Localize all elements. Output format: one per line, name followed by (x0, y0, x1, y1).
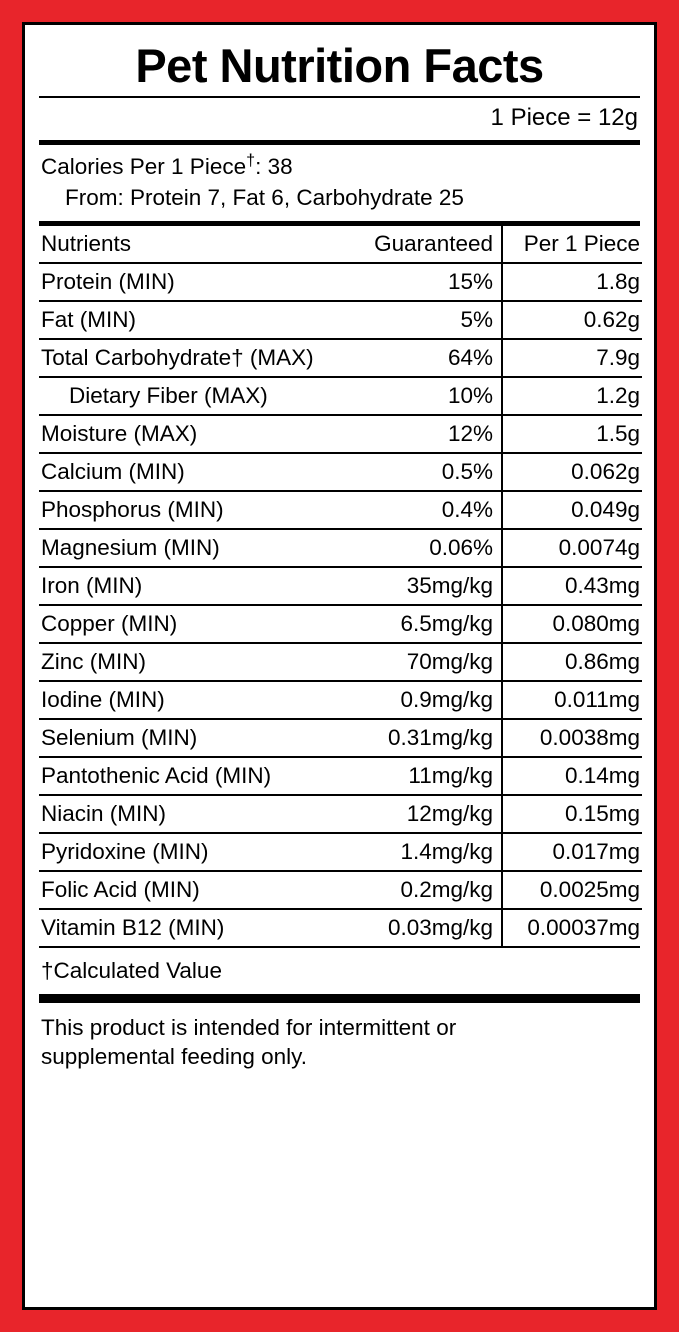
calories-label: Calories Per 1 Piece (41, 154, 247, 180)
table-row (39, 719, 642, 757)
nutrient-per-piece: 0.062g (502, 453, 642, 491)
nutrient-per-piece: 0.62g (502, 301, 642, 339)
nutrient-name: Folic Acid (MIN) (39, 871, 344, 909)
table-row (39, 833, 642, 871)
nutrient-name: Total Carbohydrate† (MAX) (39, 339, 344, 377)
nutrient-guaranteed: 70mg/kg (344, 643, 502, 681)
feeding-statement (39, 1003, 640, 1076)
nutrient-name: Iodine (MIN) (39, 681, 344, 719)
nutrient-name: Pantothenic Acid (MIN) (39, 757, 344, 795)
nutrient-guaranteed: 15% (344, 263, 502, 301)
nutrient-guaranteed: 10% (344, 377, 502, 415)
nutrient-name: Protein (MIN) (39, 263, 344, 301)
nutrient-per-piece: 0.080mg (502, 605, 642, 643)
table-row (39, 491, 642, 529)
nutrients-table (39, 226, 642, 946)
page-title: Pet Nutrition Facts (135, 39, 544, 92)
table-row (39, 605, 642, 643)
nutrient-guaranteed: 12mg/kg (344, 795, 502, 833)
table-row (39, 453, 642, 491)
column-header-guaranteed: Guaranteed (344, 226, 502, 263)
column-header-per-piece: Per 1 Piece (502, 226, 642, 263)
calculated-value-footnote: †Calculated Value (41, 958, 222, 984)
divider-above-closing (39, 994, 640, 1003)
nutrient-name: Moisture (MAX) (39, 415, 344, 453)
dagger-marker: † (246, 151, 256, 170)
table-row (39, 263, 642, 301)
nutrient-per-piece: 0.0025mg (502, 871, 642, 909)
nutrient-guaranteed: 64% (344, 339, 502, 377)
nutrient-guaranteed: 6.5mg/kg (344, 605, 502, 643)
nutrient-guaranteed: 0.06% (344, 529, 502, 567)
nutrient-name: Selenium (MIN) (39, 719, 344, 757)
feeding-statement-line-1: This product is intended for intermittent or (41, 1015, 457, 1041)
nutrient-guaranteed: 0.4% (344, 491, 502, 529)
calories-from: From: Protein 7, Fat 6, Carbohydrate 25 (65, 184, 464, 210)
calories-value: : 38 (255, 154, 293, 180)
table-row (39, 795, 642, 833)
nutrient-per-piece: 7.9g (502, 339, 642, 377)
bottom-spacer (39, 1076, 640, 1297)
nutrient-per-piece: 1.5g (502, 415, 642, 453)
nutrient-name: Dietary Fiber (MAX) (39, 377, 344, 415)
nutrient-per-piece: 0.43mg (502, 567, 642, 605)
table-header-row (39, 226, 642, 263)
nutrient-name: Pyridoxine (MIN) (39, 833, 344, 871)
nutrient-guaranteed: 0.03mg/kg (344, 909, 502, 946)
nutrient-per-piece: 0.017mg (502, 833, 642, 871)
table-row (39, 339, 642, 377)
nutrient-name: Niacin (MIN) (39, 795, 344, 833)
nutrient-guaranteed: 12% (344, 415, 502, 453)
nutrient-per-piece: 0.0038mg (502, 719, 642, 757)
nutrient-per-piece: 0.0074g (502, 529, 642, 567)
nutrient-per-piece: 0.86mg (502, 643, 642, 681)
nutrient-guaranteed: 0.5% (344, 453, 502, 491)
table-row (39, 757, 642, 795)
nutrient-name: Zinc (MIN) (39, 643, 344, 681)
nutrient-name: Calcium (MIN) (39, 453, 344, 491)
nutrient-name: Phosphorus (MIN) (39, 491, 344, 529)
table-row (39, 567, 642, 605)
nutrient-guaranteed: 5% (344, 301, 502, 339)
nutrient-per-piece: 0.049g (502, 491, 642, 529)
table-header (39, 226, 642, 263)
nutrient-per-piece: 0.00037mg (502, 909, 642, 946)
column-header-nutrients: Nutrients (39, 226, 344, 263)
nutrient-per-piece: 0.14mg (502, 757, 642, 795)
nutrient-name: Fat (MIN) (39, 301, 344, 339)
serving-size-text: 1 Piece = 12g (490, 104, 638, 132)
nutrient-name: Vitamin B12 (MIN) (39, 909, 344, 946)
calories-per-piece (41, 152, 638, 182)
nutrient-name: Magnesium (MIN) (39, 529, 344, 567)
table-row (39, 301, 642, 339)
nutrient-name: Iron (MIN) (39, 567, 344, 605)
calories-block (39, 145, 640, 221)
nutrient-guaranteed: 11mg/kg (344, 757, 502, 795)
nutrient-per-piece: 0.011mg (502, 681, 642, 719)
table-row (39, 681, 642, 719)
table-row (39, 529, 642, 567)
nutrient-guaranteed: 0.31mg/kg (344, 719, 502, 757)
nutrient-guaranteed: 1.4mg/kg (344, 833, 502, 871)
table-row (39, 377, 642, 415)
table-row (39, 871, 642, 909)
nutrient-guaranteed: 0.9mg/kg (344, 681, 502, 719)
table-row (39, 643, 642, 681)
feeding-statement-line-2: supplemental feeding only. (41, 1044, 308, 1070)
nutrient-name: Copper (MIN) (39, 605, 344, 643)
nutrient-guaranteed: 35mg/kg (344, 567, 502, 605)
nutrition-facts-panel (22, 22, 657, 1310)
table-body (39, 263, 642, 946)
nutrient-per-piece: 1.2g (502, 377, 642, 415)
nutrient-per-piece: 0.15mg (502, 795, 642, 833)
nutrient-guaranteed: 0.2mg/kg (344, 871, 502, 909)
table-row (39, 909, 642, 946)
nutrient-per-piece: 1.8g (502, 263, 642, 301)
table-row (39, 415, 642, 453)
